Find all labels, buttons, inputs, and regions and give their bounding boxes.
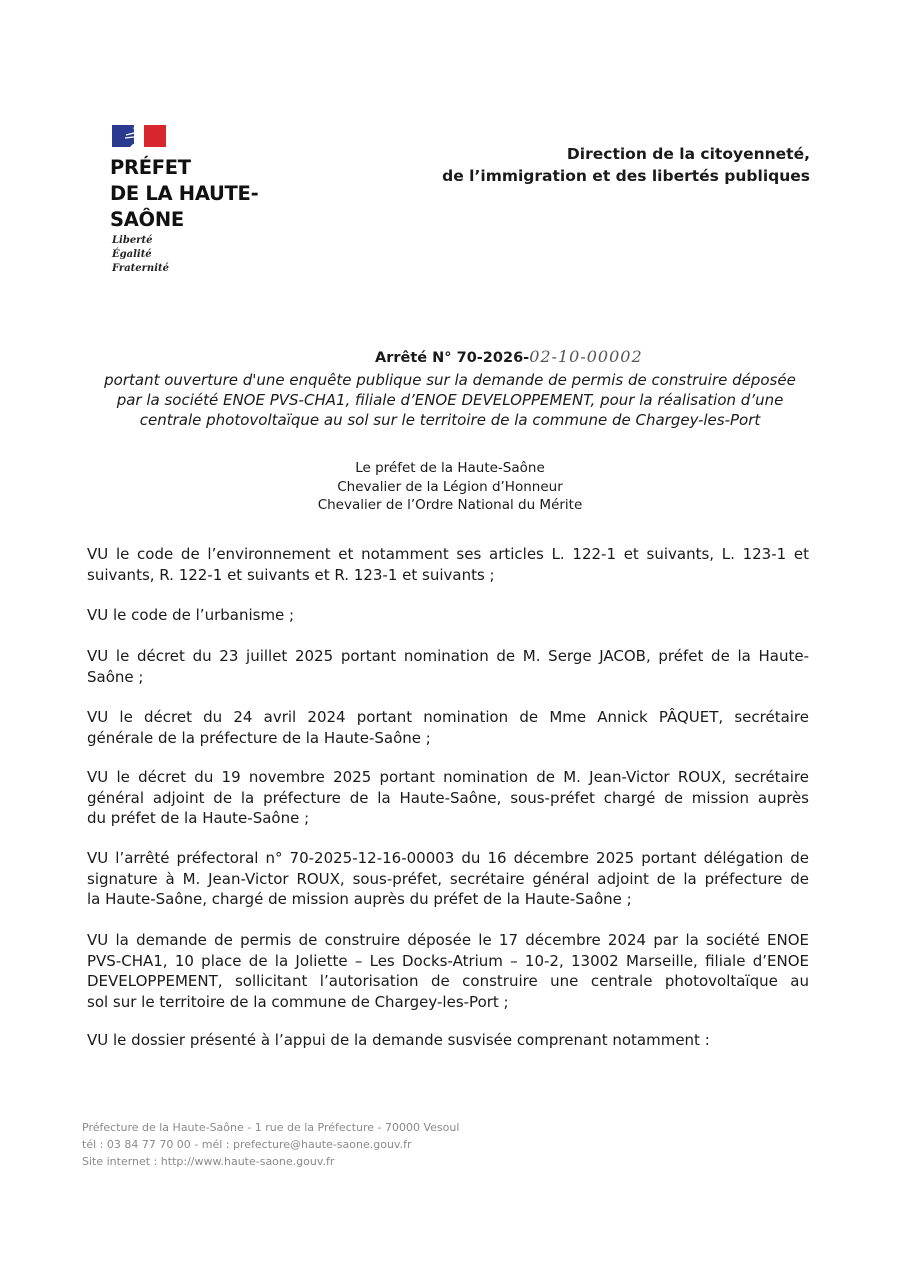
vu-line: PVS-CHA1, 10 place de la Joliette – Les Docks-Atrium – 10-2, 13002 Marseille, filiale d’ENOE — [87, 951, 809, 970]
vu-line: Saône ; — [87, 667, 144, 686]
vu-paragraph — [87, 848, 809, 910]
prefet-title-line: DE LA HAUTE- — [110, 182, 259, 205]
direction-header — [442, 143, 810, 187]
vu-paragraph — [87, 1030, 809, 1051]
footer-contact: tél : 03 84 77 70 00 - mél : prefecture@haute-saone.gouv.fr — [82, 1138, 412, 1151]
vu-line: VU le code de l’urbanisme ; — [87, 606, 295, 624]
vu-line: sol sur le territoire de la commune de Chargey-les-Port ; — [87, 992, 509, 1011]
vu-line: signature à M. Jean-Victor ROUX, sous-préfet, secrétaire général adjoint de la préfecture de — [87, 869, 809, 888]
marianne-flag-icon — [112, 125, 166, 147]
arrete-number — [375, 347, 643, 366]
direction-line: de l’immigration et des libertés publiques — [442, 167, 810, 185]
prefet-title-line: PRÉFET — [110, 156, 191, 179]
arrete-number-handwritten: 02-10-00002 — [529, 347, 643, 366]
vu-line: DEVELOPPEMENT, sollicitant l’autorisation de construire une centrale photovoltaïque au — [87, 972, 809, 990]
prefet-logo-title — [110, 155, 310, 233]
footer-address: Préfecture de la Haute-Saône - 1 rue de la Préfecture - 70000 Vesoul — [82, 1121, 460, 1134]
vu-line: générale de la préfecture de la Haute-Saône ; — [87, 728, 431, 747]
vu-line: du préfet de la Haute-Saône ; — [87, 809, 310, 827]
page-footer — [82, 1119, 459, 1170]
vu-paragraph — [87, 767, 809, 829]
vu-line: général adjoint de la préfecture de la Haute-Saône, sous-préfet chargé de mission auprès — [87, 788, 809, 807]
vu-line: VU l’arrêté préfectoral n° 70-2025-12-16-00003 du 16 décembre 2025 portant délégation de — [87, 849, 809, 867]
arrete-number-prefix: Arrêté N° 70-2026- — [375, 350, 530, 366]
republic-motto — [112, 234, 169, 276]
prefet-title-line: SAÔNE — [110, 208, 184, 231]
prefet-signatory — [250, 459, 650, 515]
vu-paragraph — [87, 605, 809, 626]
vu-line: suivants, R. 122-1 et suivants et R. 123-1 et suivants ; — [87, 565, 495, 584]
vu-paragraph — [87, 707, 809, 748]
vu-paragraph — [87, 646, 809, 687]
vu-line: VU le dossier présenté à l’appui de la demande susvisée comprenant notamment : — [87, 1031, 710, 1049]
vu-line: VU le décret du 19 novembre 2025 portant nomination de M. Jean-Victor ROUX, secrétaire — [87, 768, 809, 786]
prefet-line: Chevalier de la Légion d’Honneur — [337, 478, 563, 495]
direction-line: Direction de la citoyenneté, — [566, 145, 810, 163]
vu-line: VU la demande de permis de construire déposée le 17 décembre 2024 par la société ENOE — [87, 931, 809, 949]
motto-liberte: Liberté — [112, 235, 153, 246]
vu-paragraph — [87, 930, 809, 1012]
motto-egalite: Égalité — [112, 249, 152, 260]
prefet-line: Le préfet de la Haute-Saône — [355, 460, 545, 476]
footer-website: Site internet : http://www.haute-saone.gouv.fr — [82, 1155, 335, 1168]
vu-paragraph — [87, 544, 809, 585]
arrete-subtitle-line: centrale photovoltaïque au sol sur le territoire de la commune de Chargey-les-Port — [139, 411, 761, 429]
motto-fraternite: Fraternité — [112, 263, 169, 274]
vu-line: VU le code de l’environnement et notamment ses articles L. 122-1 et suivants, L. 123-1 et — [87, 545, 809, 563]
prefet-line: Chevalier de l’Ordre National du Mérite — [317, 497, 583, 513]
arrete-subtitle — [60, 370, 840, 430]
vu-line: VU le décret du 23 juillet 2025 portant nomination de M. Serge JACOB, préfet de la Haute- — [87, 647, 809, 665]
vu-line: la Haute-Saône, chargé de mission auprès du préfet de la Haute-Saône ; — [87, 890, 632, 908]
arrete-subtitle-line: portant ouverture d'une enquête publique sur la demande de permis de construire déposée — [104, 371, 796, 389]
arrete-subtitle-line: par la société ENOE PVS-CHA1, filiale d’ENOE DEVELOPPEMENT, pour la réalisation d’une — [116, 391, 784, 409]
vu-line: VU le décret du 24 avril 2024 portant nomination de Mme Annick PÂQUET, secrétaire — [87, 708, 809, 726]
